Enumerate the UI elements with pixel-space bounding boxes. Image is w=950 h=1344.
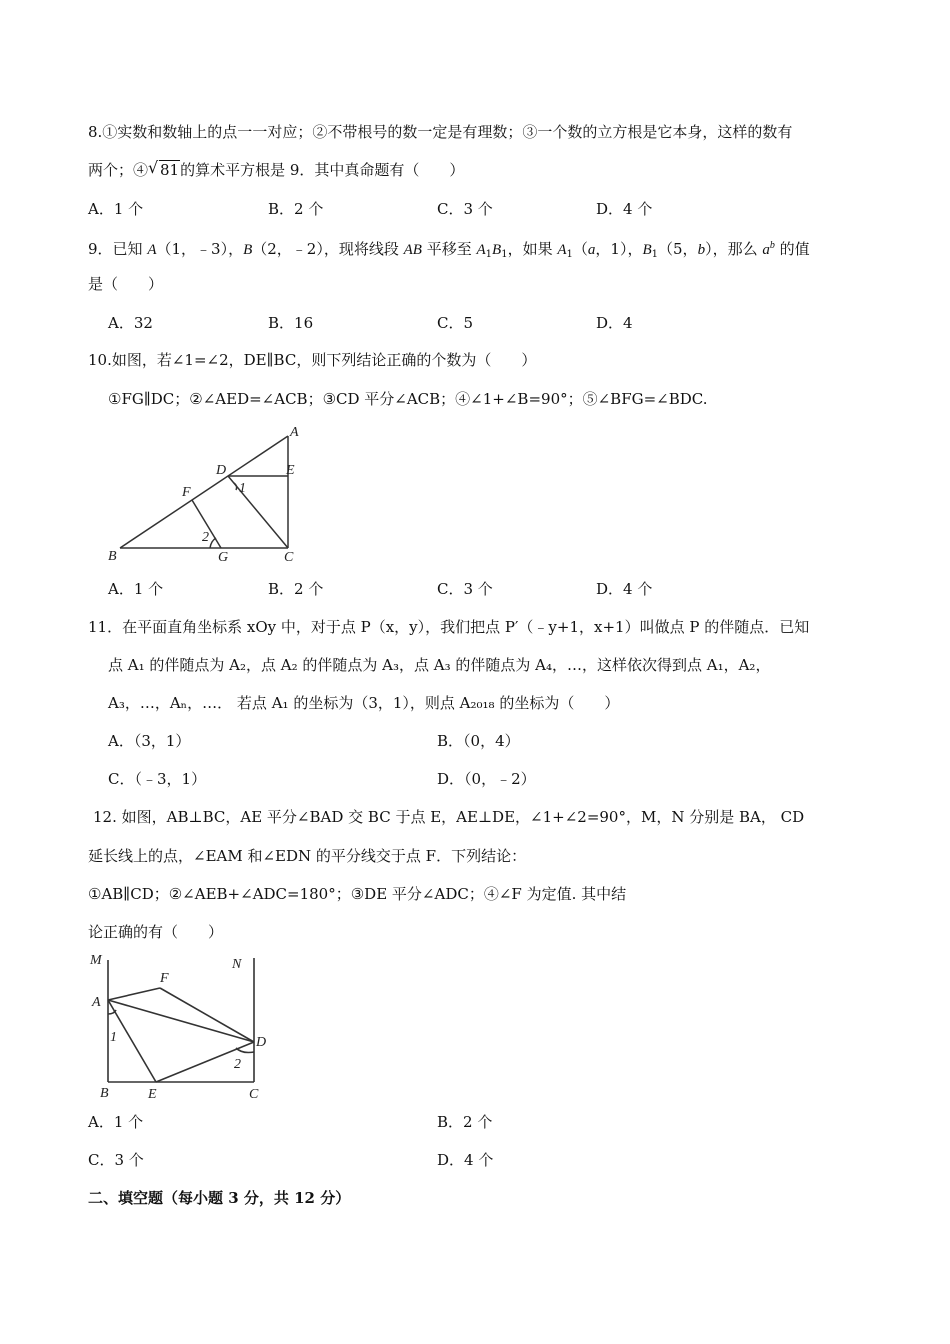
q11-line2: 点 A₁ 的伴随点为 A₂，点 A₂ 的伴随点为 A₃，点 A₃ 的伴随点为 A₄，…，这样依次得到点 A₁，A₂， [108, 656, 771, 674]
label-f: F [182, 485, 191, 500]
label-angle-1: 1 [239, 481, 246, 496]
q9-subscript: 1 [651, 249, 659, 260]
label-f: F [160, 971, 169, 986]
line-ad [108, 1000, 254, 1042]
q8-option-c[interactable]: C．3 个 [437, 200, 493, 218]
q11-line1: 11．在平面直角坐标系 xOy 中，对于点 P（x，y），我们把点 P′（﹣y+1，x+1）叫做点 P 的伴随点．已知 [88, 618, 810, 636]
label-c: C [284, 550, 294, 565]
q12-option-a[interactable]: A．1 个 [88, 1113, 144, 1131]
q11-option-a[interactable]: A．（3，1） [108, 732, 191, 750]
q12-line3: ①AB∥CD；②∠AEB+∠ADC=180°；③DE 平分∠ADC；④∠F 为定值. 其中结 [88, 885, 627, 903]
q10-option-c[interactable]: C．3 个 [437, 580, 493, 598]
q12-option-d[interactable]: D．4 个 [437, 1151, 494, 1169]
q9-var: a [762, 242, 770, 258]
q9-subscript: 1 [485, 249, 493, 260]
q8-line1: 8.①实数和数轴上的点一一对应；②不带根号的数一定是有理数；③一个数的立方根是它本身，这样的数有 [88, 123, 793, 141]
angle-1-arc [108, 1010, 116, 1014]
label-b: B [100, 1086, 109, 1101]
q9-var: B [492, 242, 502, 258]
q8-option-d[interactable]: D．4 个 [596, 200, 653, 218]
angle-2-arc [210, 538, 216, 548]
q10-option-a[interactable]: A．1 个 [108, 580, 164, 598]
q8-line2-post: 的算术平方根是 9．其中真命题有（ ） [180, 161, 465, 179]
q10-line1: 10.如图，若∠1=∠2，DE∥BC，则下列结论正确的个数为（ ） [88, 351, 537, 369]
label-d: D [256, 1035, 267, 1050]
sqrt-argument: 81 [160, 161, 180, 179]
q9-var: b [697, 242, 706, 258]
q9-option-b[interactable]: B．16 [268, 314, 314, 332]
label-c: C [249, 1087, 259, 1102]
line-af [108, 988, 160, 1000]
label-a: A [92, 995, 101, 1010]
q8-line2 [88, 160, 464, 180]
section-2-title: 二、填空题（每小题 3 分，共 12 分） [88, 1189, 351, 1207]
q9-text: ），那么 [705, 240, 763, 258]
q9-var: a [587, 242, 596, 258]
line-fd [160, 988, 254, 1042]
label-d: D [216, 463, 227, 478]
q9-superscript: b [769, 240, 775, 251]
q8-option-a[interactable]: A．1 个 [88, 200, 144, 218]
label-angle-2: 2 [234, 1057, 241, 1072]
q11-line3: A₃，…，Aₙ，…． 若点 A₁ 的坐标为（3，1），则点 A₂₀₁₈ 的坐标为（ ） [108, 694, 620, 712]
q8-line2-pre: 两个；④ [88, 161, 149, 179]
q9-var: A [557, 242, 567, 258]
q10-line2: ①FG∥DC；②∠AED=∠ACB；③CD 平分∠ACB；④∠1+∠B=90°；⑤∠BFG=∠BDC. [108, 390, 708, 408]
sqrt-symbol: √ 81 [148, 158, 180, 179]
q9-text: 的值 [774, 240, 810, 258]
q9-var: A [147, 242, 157, 258]
q9-subscript: 1 [566, 249, 573, 260]
q12-line4: 论正确的有（ ） [88, 923, 224, 941]
q12-option-c[interactable]: C．3 个 [88, 1151, 144, 1169]
q11-option-d[interactable]: D．（0，﹣2） [437, 770, 536, 788]
q9-text: ，如果 [507, 240, 558, 258]
q9-var: B [243, 242, 253, 258]
q9-subscript: 1 [501, 249, 508, 260]
q8-option-b[interactable]: B．2 个 [268, 200, 324, 218]
q9-var: B [642, 242, 652, 258]
q10-figure [100, 420, 320, 570]
label-m: M [90, 953, 102, 968]
label-angle-1: 1 [110, 1030, 117, 1045]
q9-option-a[interactable]: A．32 [108, 314, 153, 332]
q10-option-b[interactable]: B．2 个 [268, 580, 324, 598]
label-b: B [108, 549, 117, 564]
q9-text: （2，﹣2），现将线段 [252, 240, 404, 258]
q9-text: （1，﹣3）， [156, 240, 244, 258]
q10-option-d[interactable]: D．4 个 [596, 580, 653, 598]
q9-text: ，1）， [595, 240, 643, 258]
q9-var: A [476, 242, 486, 258]
label-angle-2: 2 [202, 530, 209, 545]
q9-text: 9．已知 [88, 240, 148, 258]
q9-var: AB [403, 242, 422, 258]
q12-option-b[interactable]: B．2 个 [437, 1113, 493, 1131]
label-n: N [232, 957, 242, 972]
q9-line1 [88, 236, 810, 265]
q12-line2: 延长线上的点，∠EAM 和∠EDN 的平分线交于点 F．下列结论： [88, 847, 527, 865]
q11-option-c[interactable]: C．（﹣3，1） [108, 770, 207, 788]
label-a: A [290, 425, 299, 440]
angle-1-arc [234, 483, 237, 490]
q11-option-b[interactable]: B．（0，4） [437, 732, 520, 750]
q9-text: （5， [658, 240, 698, 258]
q9-line2: 是（ ） [88, 275, 164, 293]
label-e: E [148, 1087, 157, 1102]
q9-option-c[interactable]: C．5 [437, 314, 474, 332]
label-g: G [218, 550, 229, 565]
q9-option-d[interactable]: D．4 [596, 314, 633, 332]
q9-text: 平移至 [421, 240, 477, 258]
q12-figure [86, 948, 276, 1104]
q12-line1: 12. 如图，AB⊥BC，AE 平分∠BAD 交 BC 于点 E，AE⊥DE，∠1+∠2=90°，M，N 分别是 BA， CD [93, 808, 805, 826]
q9-text: （ [572, 240, 588, 258]
label-e: E [286, 463, 295, 478]
